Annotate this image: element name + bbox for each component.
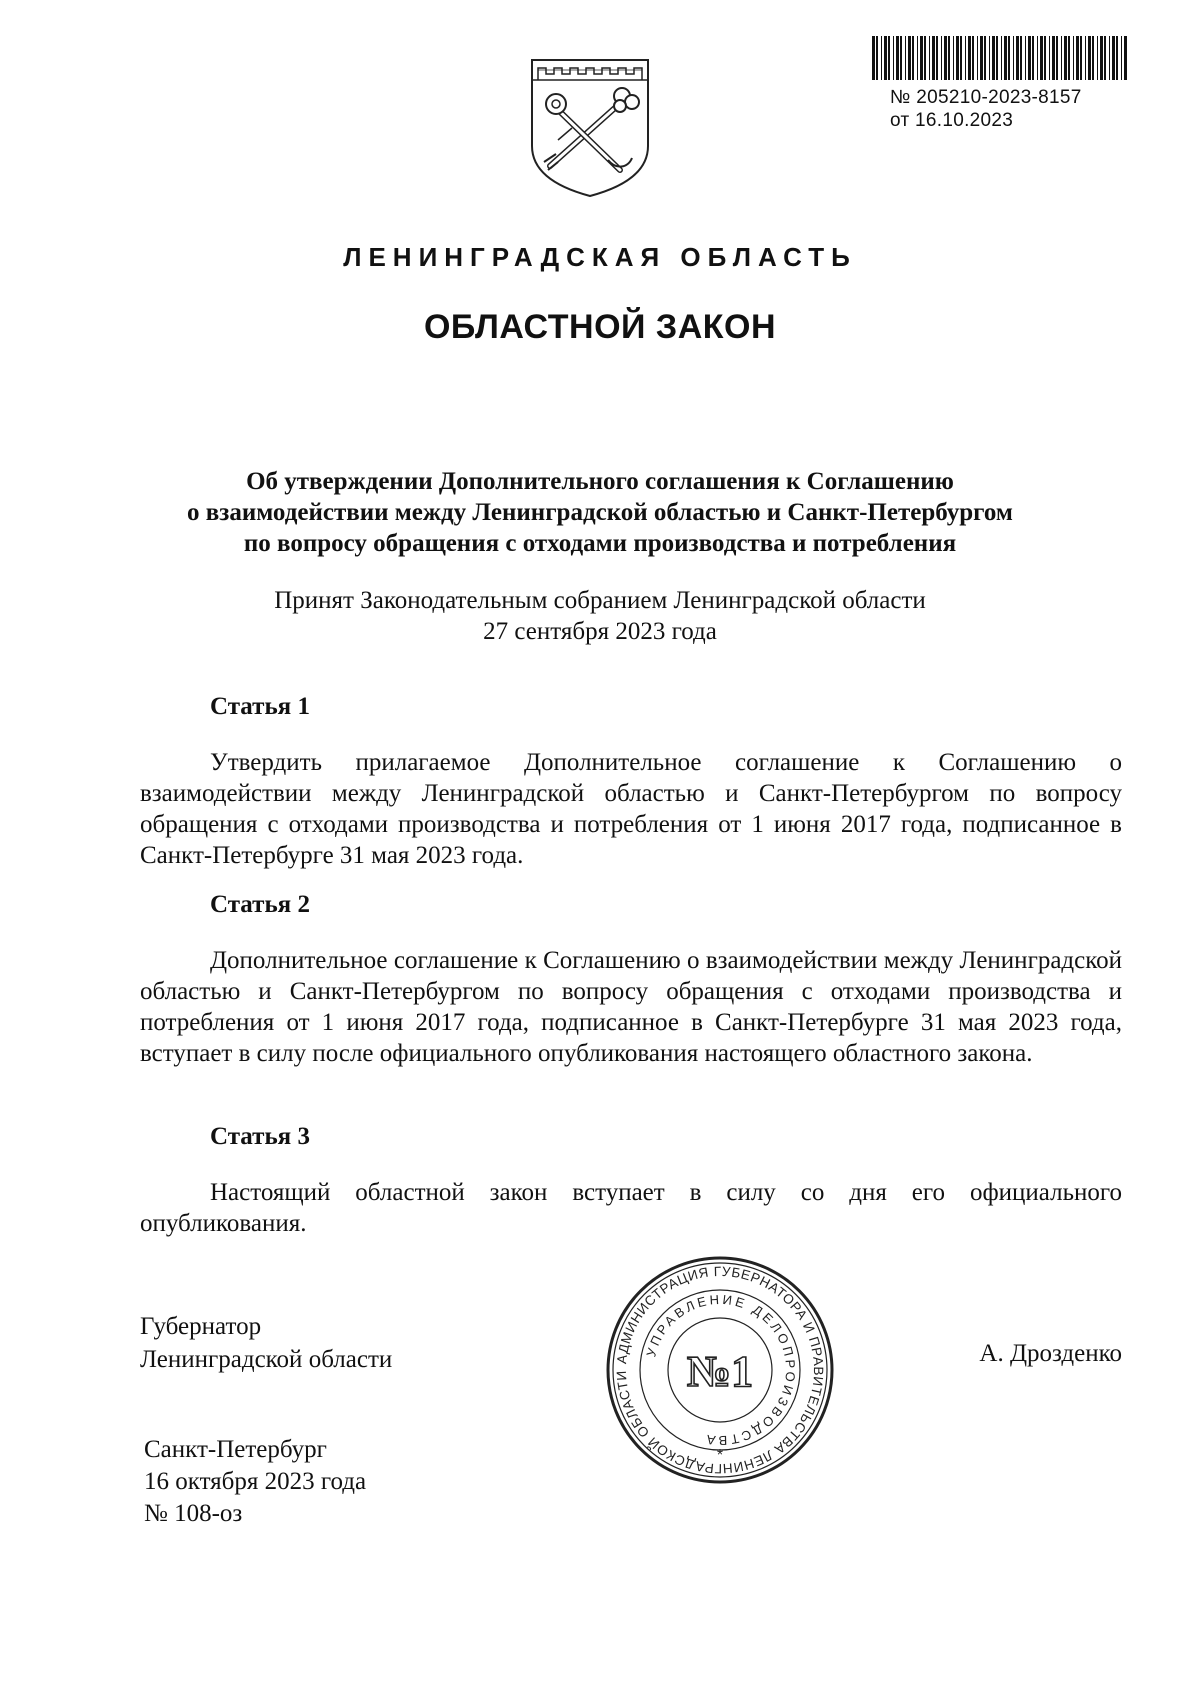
seal-center-number: №1 (686, 1347, 754, 1396)
article-1 (140, 691, 1122, 871)
article-text: Утвердить прилагаемое Дополнительное соглашение к Соглашению о взаимодействии между Ленинградской областью и Санкт-Петербургом по вопросу обращения с отходами производства и потребления от 1 июня 2017 года, подписанное в Санкт-Петербурге 31 мая 2023 года. (140, 749, 1122, 869)
coat-of-arms-icon (528, 58, 652, 198)
signatory-region: Ленинградской области (140, 1346, 393, 1373)
official-seal-icon (604, 1254, 836, 1486)
article-heading: Статья 1 (210, 693, 310, 720)
article-text: Дополнительное соглашение к Соглашению о взаимодействии между Ленинградской областью и Санкт-Петербургом по вопросу обращения с отходами производства и потребления от 1 июня 2017 года, подписанное в Санкт-Петербурге 31 мая 2023 года, вступает в силу после официального опубликования настоящего областного закона. (140, 947, 1122, 1067)
registration-number: № 205210-2023-8157 (890, 87, 1082, 108)
law-number: № 108-оз (144, 1500, 243, 1527)
article-heading: Статья 3 (210, 1123, 310, 1150)
law-title-line: по вопросу обращения с отходами производства и потребления (243, 530, 957, 557)
seal-inner-text: УПРАВЛЕНИЕ ДЕЛОПРОИЗВОДСТВА (643, 1291, 799, 1449)
law-title (100, 466, 1100, 559)
seal-outer-text: АДМИНИСТРАЦИЯ ГУБЕРНАТОРА И ПРАВИТЕЛЬСТВА ЛЕНИНГРАДСКОЙ ОБЛАСТИ (613, 1263, 827, 1477)
article-text: Настоящий областной закон вступает в силу со дня его официального опубликования. (140, 1179, 1122, 1237)
place-date-number (144, 1434, 366, 1530)
adoption-date: 27 сентября 2023 года (483, 618, 717, 645)
signing-city: Санкт-Петербург (144, 1436, 327, 1463)
adoption-line: Принят Законодательным собранием Ленинградской области (274, 587, 926, 614)
article-heading: Статья 2 (210, 891, 310, 918)
region-heading: ЛЕНИНГРАДСКАЯ ОБЛАСТЬ (343, 242, 857, 272)
signing-date: 16 октября 2023 года (144, 1468, 367, 1495)
article-3 (140, 1121, 1122, 1239)
signatory-name: А. Дрозденко (979, 1340, 1122, 1367)
registration-date: от 16.10.2023 (890, 110, 1014, 131)
article-2 (140, 889, 1122, 1069)
signatory-title: Губернатор (140, 1313, 262, 1340)
law-title-line: Об утверждении Дополнительного соглашения к Соглашению (246, 468, 954, 495)
adoption-note (100, 585, 1100, 647)
seal-star: * (716, 1447, 724, 1464)
barcode-icon (872, 36, 1130, 80)
law-title-line: о взаимодействии между Ленинградской областью и Санкт-Петербургом (187, 499, 1013, 526)
registration-stamp (890, 86, 1082, 132)
document-type: ОБЛАСТНОЙ ЗАКОН (423, 308, 777, 346)
signatory-position (140, 1310, 392, 1376)
